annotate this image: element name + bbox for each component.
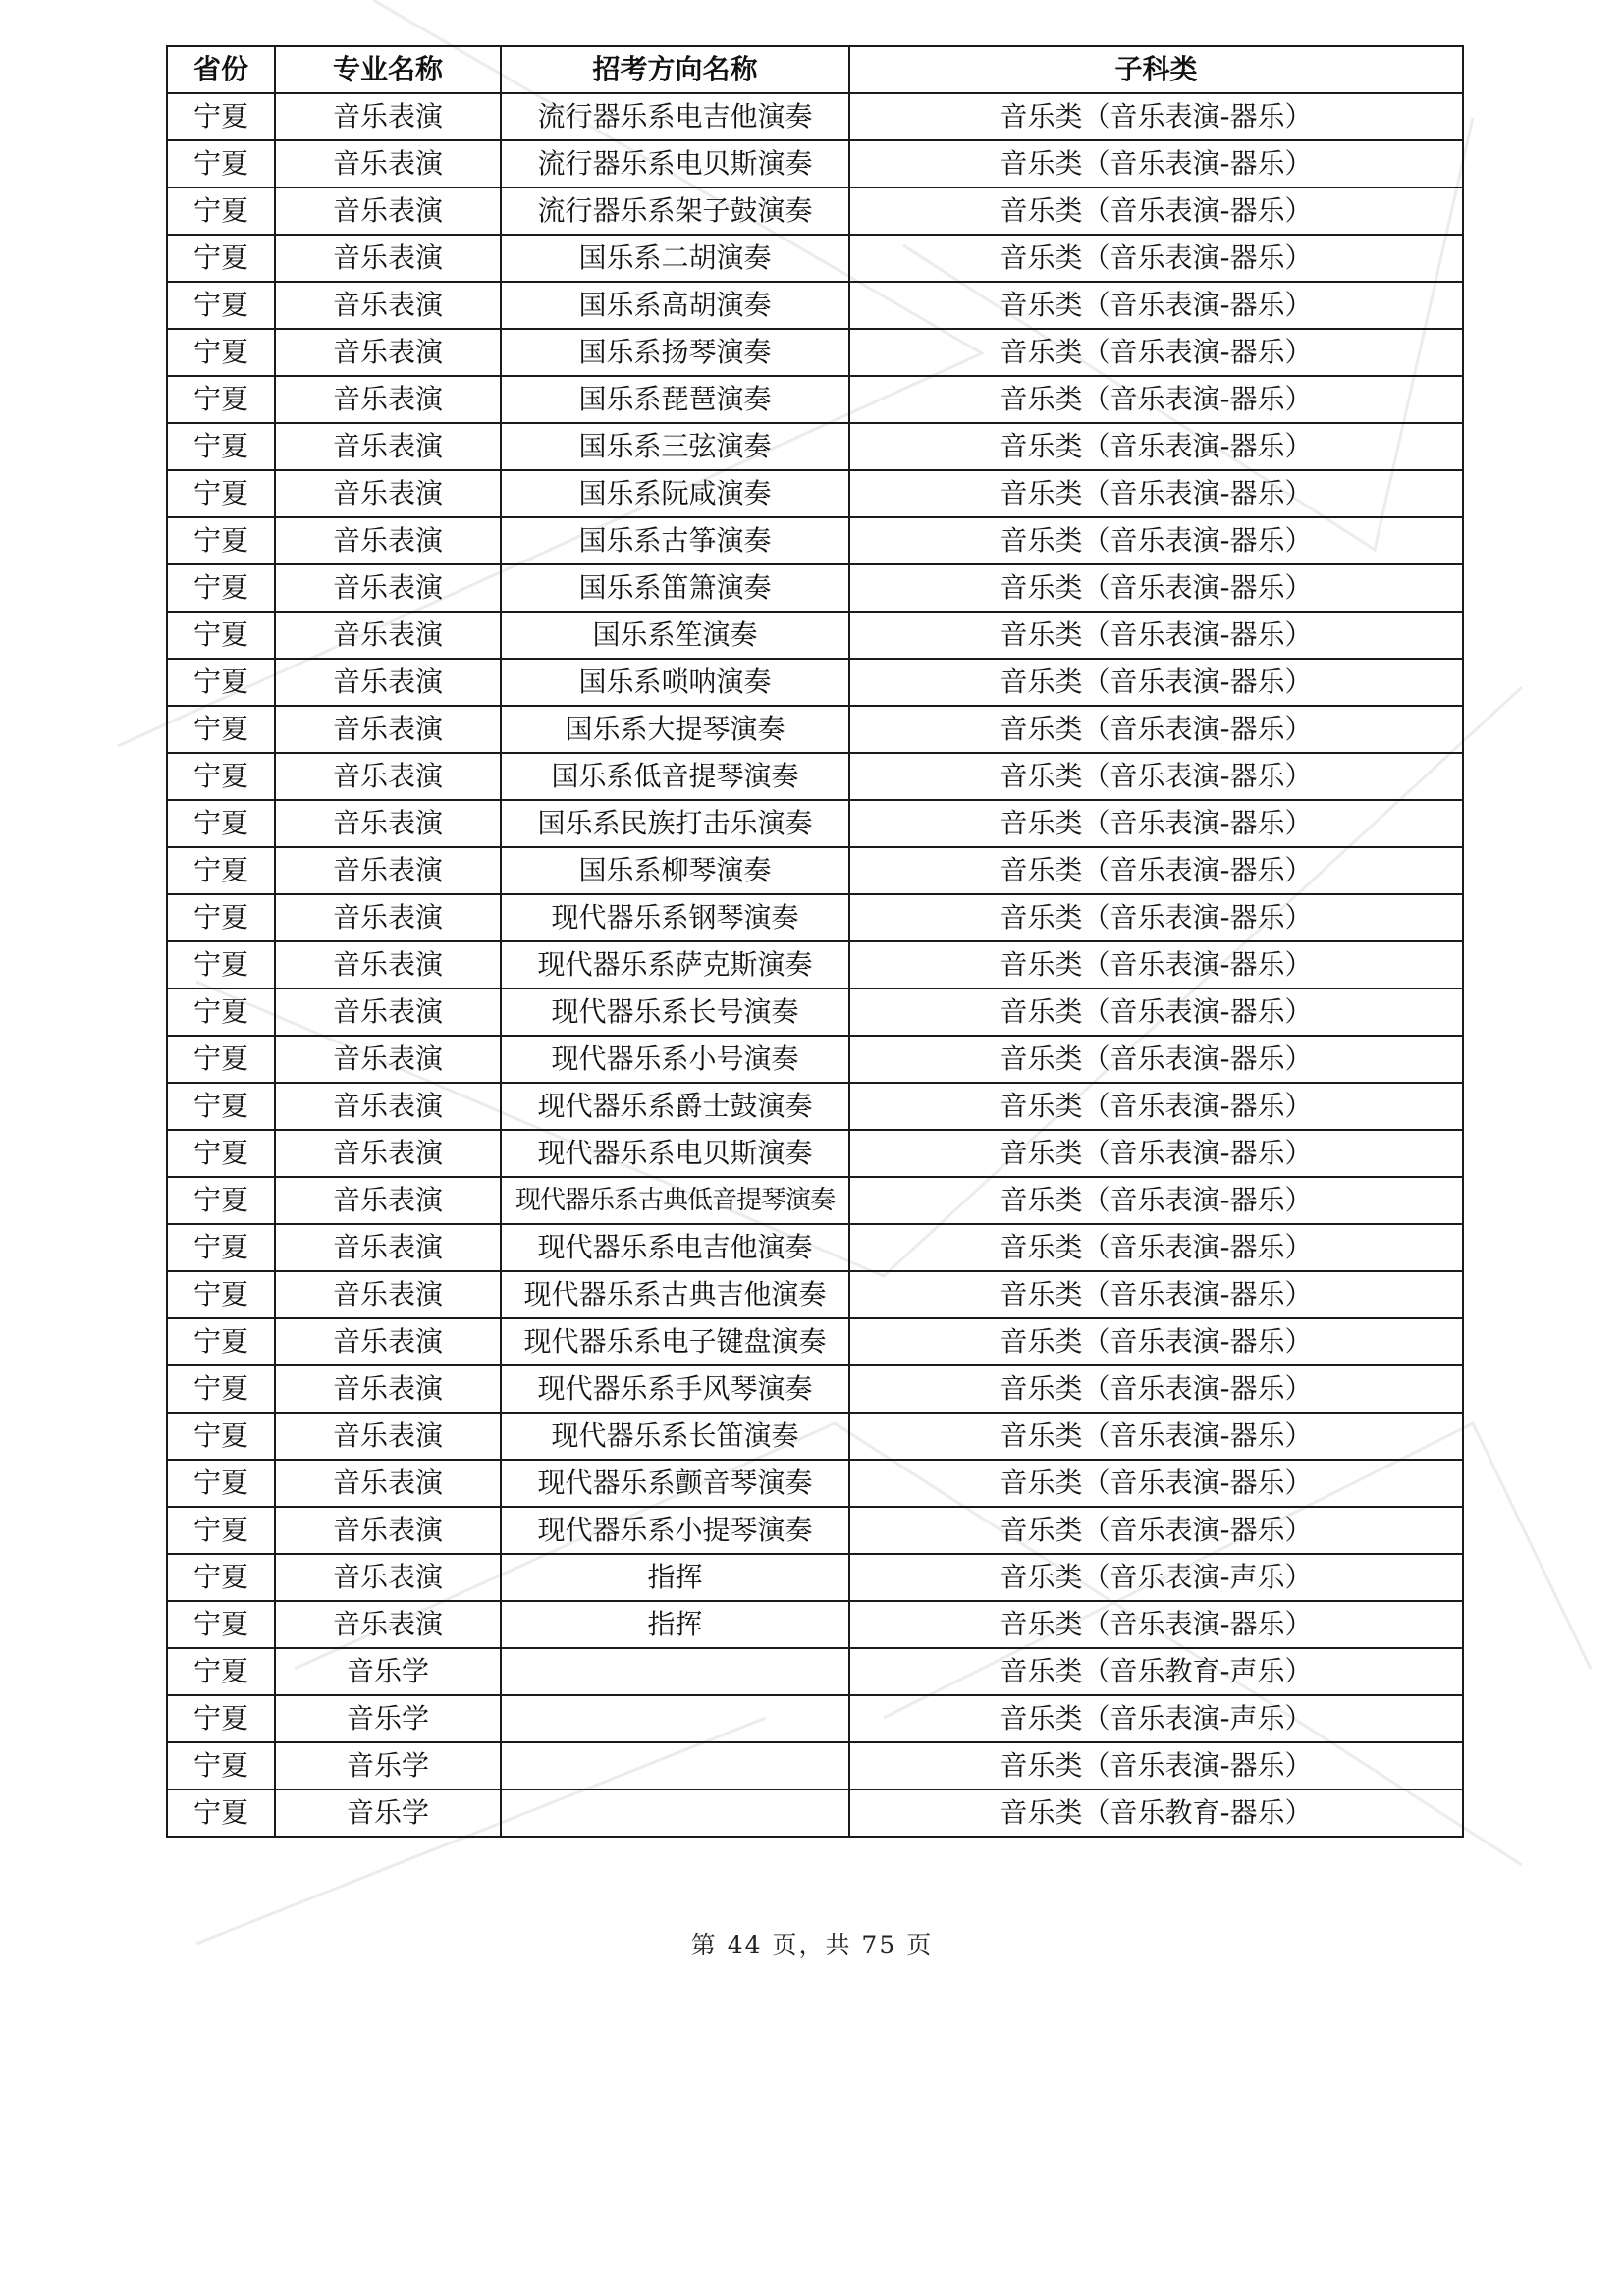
cell-direction: 指挥 — [501, 1601, 849, 1648]
cell-subject: 音乐类（音乐表演-器乐） — [849, 470, 1463, 517]
table-row — [167, 140, 1463, 187]
cell-province: 宁夏 — [167, 470, 275, 517]
cell-province: 宁夏 — [167, 894, 275, 941]
cell-major: 音乐表演 — [275, 753, 501, 800]
cell-major: 音乐表演 — [275, 282, 501, 329]
cell-major: 音乐表演 — [275, 376, 501, 423]
table-row — [167, 329, 1463, 376]
cell-major: 音乐表演 — [275, 894, 501, 941]
cell-province: 宁夏 — [167, 659, 275, 706]
cell-subject: 音乐类（音乐表演-器乐） — [849, 376, 1463, 423]
cell-province: 宁夏 — [167, 1413, 275, 1460]
table-row — [167, 517, 1463, 564]
cell-subject: 音乐类（音乐表演-器乐） — [849, 612, 1463, 659]
cell-major: 音乐表演 — [275, 1507, 501, 1554]
table-row — [167, 1177, 1463, 1224]
cell-direction: 流行器乐系电贝斯演奏 — [501, 140, 849, 187]
table-row — [167, 1271, 1463, 1318]
table-row — [167, 1460, 1463, 1507]
header-province: 省份 — [167, 46, 275, 93]
cell-major: 音乐表演 — [275, 93, 501, 140]
cell-province: 宁夏 — [167, 282, 275, 329]
table-row — [167, 612, 1463, 659]
cell-province: 宁夏 — [167, 1130, 275, 1177]
cell-direction: 现代器乐系手风琴演奏 — [501, 1365, 849, 1413]
cell-major: 音乐表演 — [275, 564, 501, 612]
table-row — [167, 1507, 1463, 1554]
table-row — [167, 1742, 1463, 1789]
table-row — [167, 1695, 1463, 1742]
cell-direction: 现代器乐系萨克斯演奏 — [501, 941, 849, 988]
cell-major: 音乐表演 — [275, 988, 501, 1036]
cell-subject: 音乐类（音乐表演-器乐） — [849, 1083, 1463, 1130]
cell-subject: 音乐类（音乐表演-器乐） — [849, 140, 1463, 187]
header-subject: 子科类 — [849, 46, 1463, 93]
cell-province: 宁夏 — [167, 235, 275, 282]
cell-subject: 音乐类（音乐表演-器乐） — [849, 1177, 1463, 1224]
cell-direction — [501, 1695, 849, 1742]
table-row — [167, 470, 1463, 517]
cell-subject: 音乐类（音乐表演-器乐） — [849, 329, 1463, 376]
cell-major: 音乐学 — [275, 1648, 501, 1695]
cell-province: 宁夏 — [167, 517, 275, 564]
cell-major: 音乐表演 — [275, 1036, 501, 1083]
cell-major: 音乐表演 — [275, 187, 501, 235]
cell-subject: 音乐类（音乐表演-器乐） — [849, 988, 1463, 1036]
cell-subject: 音乐类（音乐表演-器乐） — [849, 706, 1463, 753]
cell-subject: 音乐类（音乐表演-器乐） — [849, 800, 1463, 847]
cell-major: 音乐表演 — [275, 1083, 501, 1130]
table-row — [167, 376, 1463, 423]
cell-major: 音乐表演 — [275, 1130, 501, 1177]
cell-subject: 音乐类（音乐教育-声乐） — [849, 1648, 1463, 1695]
table-row — [167, 800, 1463, 847]
table-row — [167, 941, 1463, 988]
table-row — [167, 93, 1463, 140]
cell-subject: 音乐类（音乐表演-器乐） — [849, 423, 1463, 470]
cell-direction: 国乐系民族打击乐演奏 — [501, 800, 849, 847]
table-row — [167, 1318, 1463, 1365]
table-row — [167, 187, 1463, 235]
cell-province: 宁夏 — [167, 800, 275, 847]
cell-direction: 国乐系大提琴演奏 — [501, 706, 849, 753]
header-direction: 招考方向名称 — [501, 46, 849, 93]
cell-major: 音乐表演 — [275, 1318, 501, 1365]
cell-major: 音乐表演 — [275, 612, 501, 659]
cell-direction: 国乐系低音提琴演奏 — [501, 753, 849, 800]
cell-direction: 现代器乐系钢琴演奏 — [501, 894, 849, 941]
cell-province: 宁夏 — [167, 1695, 275, 1742]
cell-major: 音乐表演 — [275, 140, 501, 187]
cell-major: 音乐表演 — [275, 1601, 501, 1648]
table-row — [167, 1365, 1463, 1413]
cell-major: 音乐表演 — [275, 1224, 501, 1271]
cell-province: 宁夏 — [167, 1507, 275, 1554]
cell-province: 宁夏 — [167, 1601, 275, 1648]
table-row — [167, 282, 1463, 329]
cell-subject: 音乐类（音乐教育-器乐） — [849, 1789, 1463, 1837]
cell-province: 宁夏 — [167, 1554, 275, 1601]
table-body — [167, 93, 1463, 1837]
cell-major: 音乐表演 — [275, 329, 501, 376]
cell-major: 音乐表演 — [275, 1365, 501, 1413]
cell-province: 宁夏 — [167, 847, 275, 894]
cell-major: 音乐学 — [275, 1742, 501, 1789]
cell-major: 音乐表演 — [275, 470, 501, 517]
table-header-row — [167, 46, 1463, 93]
cell-province: 宁夏 — [167, 612, 275, 659]
cell-province: 宁夏 — [167, 423, 275, 470]
cell-major: 音乐学 — [275, 1789, 501, 1837]
cell-direction: 国乐系唢呐演奏 — [501, 659, 849, 706]
cell-direction — [501, 1742, 849, 1789]
cell-major: 音乐表演 — [275, 1177, 501, 1224]
table-row — [167, 753, 1463, 800]
cell-direction: 现代器乐系古典低音提琴演奏 — [501, 1177, 849, 1224]
cell-subject: 音乐类（音乐表演-器乐） — [849, 282, 1463, 329]
cell-province: 宁夏 — [167, 187, 275, 235]
cell-major: 音乐表演 — [275, 1413, 501, 1460]
cell-direction: 现代器乐系颤音琴演奏 — [501, 1460, 849, 1507]
table-row — [167, 564, 1463, 612]
cell-subject: 音乐类（音乐表演-声乐） — [849, 1554, 1463, 1601]
cell-province: 宁夏 — [167, 1224, 275, 1271]
cell-direction: 国乐系琵琶演奏 — [501, 376, 849, 423]
cell-province: 宁夏 — [167, 1742, 275, 1789]
cell-subject: 音乐类（音乐表演-器乐） — [849, 1742, 1463, 1789]
cell-direction: 现代器乐系电吉他演奏 — [501, 1224, 849, 1271]
cell-major: 音乐表演 — [275, 1271, 501, 1318]
table-row — [167, 706, 1463, 753]
cell-province: 宁夏 — [167, 988, 275, 1036]
table-row — [167, 423, 1463, 470]
cell-subject: 音乐类（音乐表演-器乐） — [849, 1460, 1463, 1507]
majors-table — [166, 45, 1464, 1838]
cell-province: 宁夏 — [167, 753, 275, 800]
cell-major: 音乐表演 — [275, 941, 501, 988]
cell-province: 宁夏 — [167, 140, 275, 187]
cell-direction — [501, 1648, 849, 1695]
cell-direction: 现代器乐系电子键盘演奏 — [501, 1318, 849, 1365]
cell-province: 宁夏 — [167, 1177, 275, 1224]
cell-subject: 音乐类（音乐表演-器乐） — [849, 1271, 1463, 1318]
table-row — [167, 1224, 1463, 1271]
cell-direction: 国乐系高胡演奏 — [501, 282, 849, 329]
cell-direction: 国乐系三弦演奏 — [501, 423, 849, 470]
cell-major: 音乐表演 — [275, 517, 501, 564]
cell-province: 宁夏 — [167, 1036, 275, 1083]
cell-direction: 国乐系阮咸演奏 — [501, 470, 849, 517]
table-row — [167, 894, 1463, 941]
cell-subject: 音乐类（音乐表演-器乐） — [849, 847, 1463, 894]
cell-subject: 音乐类（音乐表演-器乐） — [849, 1130, 1463, 1177]
table-row — [167, 1554, 1463, 1601]
cell-subject: 音乐类（音乐表演-器乐） — [849, 1601, 1463, 1648]
table-row — [167, 1036, 1463, 1083]
cell-direction: 国乐系笙演奏 — [501, 612, 849, 659]
cell-subject: 音乐类（音乐表演-器乐） — [849, 187, 1463, 235]
cell-subject: 音乐类（音乐表演-器乐） — [849, 93, 1463, 140]
table-row — [167, 1413, 1463, 1460]
table-row — [167, 1601, 1463, 1648]
table-row — [167, 1789, 1463, 1837]
cell-direction: 国乐系扬琴演奏 — [501, 329, 849, 376]
cell-direction: 现代器乐系长号演奏 — [501, 988, 849, 1036]
cell-province: 宁夏 — [167, 1460, 275, 1507]
cell-subject: 音乐类（音乐表演-声乐） — [849, 1695, 1463, 1742]
cell-direction: 流行器乐系电吉他演奏 — [501, 93, 849, 140]
page-number: 第 44 页，共 75 页 — [690, 1931, 934, 1959]
cell-major: 音乐表演 — [275, 235, 501, 282]
cell-major: 音乐学 — [275, 1695, 501, 1742]
table-row — [167, 988, 1463, 1036]
cell-subject: 音乐类（音乐表演-器乐） — [849, 1413, 1463, 1460]
cell-direction: 现代器乐系小号演奏 — [501, 1036, 849, 1083]
cell-major: 音乐表演 — [275, 659, 501, 706]
cell-province: 宁夏 — [167, 1789, 275, 1837]
cell-subject: 音乐类（音乐表演-器乐） — [849, 659, 1463, 706]
cell-major: 音乐表演 — [275, 1460, 501, 1507]
table-row — [167, 235, 1463, 282]
cell-direction: 国乐系笛箫演奏 — [501, 564, 849, 612]
cell-direction: 国乐系古筝演奏 — [501, 517, 849, 564]
header-major: 专业名称 — [275, 46, 501, 93]
cell-subject: 音乐类（音乐表演-器乐） — [849, 1224, 1463, 1271]
cell-province: 宁夏 — [167, 1083, 275, 1130]
table-row — [167, 1083, 1463, 1130]
table-row — [167, 659, 1463, 706]
cell-subject: 音乐类（音乐表演-器乐） — [849, 1036, 1463, 1083]
cell-direction: 现代器乐系爵士鼓演奏 — [501, 1083, 849, 1130]
cell-direction: 国乐系柳琴演奏 — [501, 847, 849, 894]
cell-major: 音乐表演 — [275, 847, 501, 894]
cell-province: 宁夏 — [167, 1271, 275, 1318]
cell-subject: 音乐类（音乐表演-器乐） — [849, 564, 1463, 612]
cell-direction — [501, 1789, 849, 1837]
cell-province: 宁夏 — [167, 376, 275, 423]
cell-direction: 指挥 — [501, 1554, 849, 1601]
cell-province: 宁夏 — [167, 329, 275, 376]
cell-province: 宁夏 — [167, 564, 275, 612]
table-row — [167, 847, 1463, 894]
cell-subject: 音乐类（音乐表演-器乐） — [849, 1507, 1463, 1554]
cell-subject: 音乐类（音乐表演-器乐） — [849, 235, 1463, 282]
cell-direction: 国乐系二胡演奏 — [501, 235, 849, 282]
cell-subject: 音乐类（音乐表演-器乐） — [849, 517, 1463, 564]
table-row — [167, 1130, 1463, 1177]
cell-direction: 现代器乐系古典吉他演奏 — [501, 1271, 849, 1318]
cell-subject: 音乐类（音乐表演-器乐） — [849, 894, 1463, 941]
table-row — [167, 1648, 1463, 1695]
cell-major: 音乐表演 — [275, 1554, 501, 1601]
cell-major: 音乐表演 — [275, 423, 501, 470]
cell-province: 宁夏 — [167, 706, 275, 753]
cell-subject: 音乐类（音乐表演-器乐） — [849, 753, 1463, 800]
cell-direction: 流行器乐系架子鼓演奏 — [501, 187, 849, 235]
cell-direction: 现代器乐系电贝斯演奏 — [501, 1130, 849, 1177]
cell-subject: 音乐类（音乐表演-器乐） — [849, 1365, 1463, 1413]
cell-province: 宁夏 — [167, 941, 275, 988]
cell-direction: 现代器乐系长笛演奏 — [501, 1413, 849, 1460]
cell-major: 音乐表演 — [275, 706, 501, 753]
cell-province: 宁夏 — [167, 93, 275, 140]
cell-province: 宁夏 — [167, 1365, 275, 1413]
cell-subject: 音乐类（音乐表演-器乐） — [849, 941, 1463, 988]
cell-direction: 现代器乐系小提琴演奏 — [501, 1507, 849, 1554]
cell-province: 宁夏 — [167, 1648, 275, 1695]
cell-major: 音乐表演 — [275, 800, 501, 847]
cell-subject: 音乐类（音乐表演-器乐） — [849, 1318, 1463, 1365]
cell-province: 宁夏 — [167, 1318, 275, 1365]
